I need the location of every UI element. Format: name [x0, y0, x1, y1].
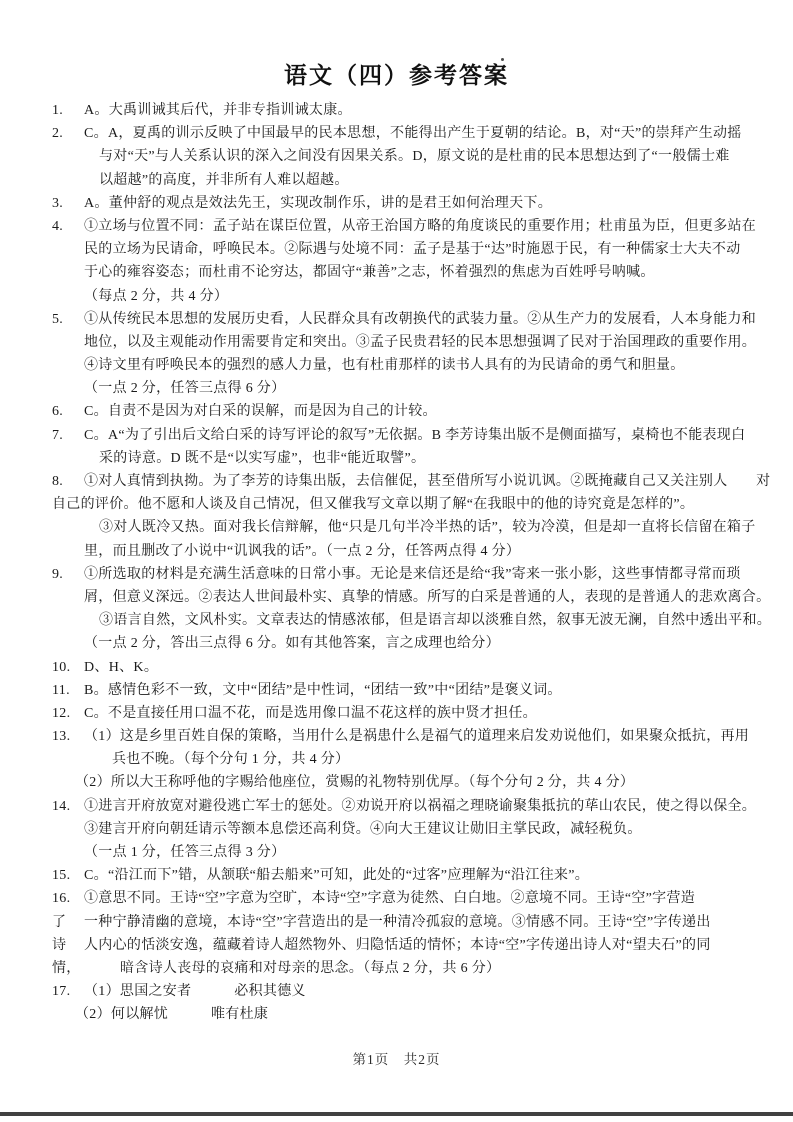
- answer-line: [0, 122, 793, 145]
- answer-line: [0, 771, 793, 794]
- answer-line: [0, 261, 793, 284]
- answer-text: 兵也不晚。（每个分句 1 分，共 4 分）: [112, 752, 350, 768]
- answer-text: （每点 2 分，共 4 分）: [84, 288, 229, 304]
- answer-line: [0, 145, 793, 168]
- answer-text: 与对“天”与人关系认识的深入之间没有因果关系。D，原文说的是杜甫的民本思想达到了“一般儒士难: [99, 149, 730, 165]
- answer-line: [0, 377, 793, 400]
- answer-text: ①意思不同。王诗“空”字意为空旷，本诗“空”字意为徒然、白白地。②意境不同。王诗“空”字营造: [84, 891, 696, 907]
- answer-text: B。感情色彩不一致，文中“团结”是中性词，“团结一致”中“团结”是褒义词。: [84, 682, 562, 698]
- answer-line: [0, 864, 793, 887]
- answer-text: 自己的评价。他不愿和人谈及自己情况，但又催我写文章以期了解“在我眼中的他的诗究竟是怎样的”。: [52, 497, 695, 513]
- answer-line: [0, 795, 793, 818]
- answer-line: [0, 424, 793, 447]
- answer-line: [0, 493, 793, 516]
- page-title: 语文（四）参考答案: [284, 62, 509, 88]
- answer-number: 2.: [52, 126, 64, 142]
- answer-line: [0, 841, 793, 864]
- answer-line: [0, 1003, 793, 1026]
- answer-text: ①进言开府放宽对避役逃亡军士的惩处。②劝说开府以祸福之理晓谕聚集抵抗的荜山农民，使之得以保全。: [84, 798, 757, 814]
- answer-text: 暗含诗人丧母的哀痛和对母亲的思念。（每点 2 分，共 6 分）: [120, 960, 501, 976]
- answer-text: 地位，以及主观能动作用需要肯定和突出。③孟子民贵君轻的民本思想强调了民对于治国理政的重要作用。: [84, 334, 757, 350]
- answer-number: 10.: [52, 659, 71, 675]
- answers-list: [0, 99, 793, 1027]
- answer-text: C。自责不是因为对白采的误解，而是因为自己的计较。: [84, 404, 437, 420]
- answer-text: D、H、K。: [84, 659, 159, 675]
- answer-line: [0, 586, 793, 609]
- bottom-edge-bar: [0, 1112, 793, 1116]
- answer-number: 6.: [52, 404, 64, 420]
- answer-text: （2）何以解忧 唯有杜康: [75, 1007, 269, 1023]
- answer-line: [0, 354, 793, 377]
- answer-number: 13.: [52, 729, 71, 745]
- answer-text: 于心的雍容姿态；而杜甫不论穷达，都固守“兼善”之志，怀着强烈的焦虑为百姓呼号呐喊。: [84, 265, 655, 281]
- answer-text: 人内心的恬淡安逸，蕴藏着诗人超然物外、归隐恬适的情怀；本诗“空”字传递出诗人对“望夫石”的同: [84, 937, 711, 953]
- stray-mark: [501, 58, 504, 61]
- answer-number: 8.: [52, 474, 64, 489]
- answer-text: 一种宁静清幽的意境，本诗“空”字营造出的是一种清冷孤寂的意境。③情感不同。王诗“空”字传递出: [84, 914, 711, 930]
- answer-number: 1.: [52, 103, 64, 118]
- answer-text: （2）所以大王称呼他的字赐给他座位，赏赐的礼物特别优厚。（每个分句 2 分，共 4 分）: [75, 775, 635, 791]
- answer-line: [0, 169, 793, 192]
- answer-line: [0, 632, 793, 655]
- answer-text: C。A“为了引出后文给白采的诗写评论的叙写”无依据。B 李芳诗集出版不是侧面描写，桌椅也不能表现白: [84, 427, 746, 443]
- answer-text: ①从传统民本思想的发展历史看，人民群众具有改朝换代的武装力量。②从生产力的发展看，人本身能力和: [84, 311, 757, 327]
- answer-line: [0, 748, 793, 771]
- answer-line: [0, 516, 793, 539]
- answer-text: ①所选取的材料是充满生活意味的日常小事。无论是来信还是给“我”寄来一张小影，这些事情都寻常而琐: [84, 566, 741, 582]
- answer-line: [0, 980, 793, 1003]
- answer-text: （1）这是乡里百姓自保的策略，当用什么是祸患什么是福气的道理来启发劝说他们，如果聚众抵抗，再用: [84, 729, 750, 745]
- answer-line: [0, 215, 793, 238]
- answer-text: （一点 2 分，答出三点得 6 分。如有其他答案，言之成理也给分）: [84, 636, 500, 652]
- answer-text: （一点 2 分，任答三点得 6 分）: [84, 381, 286, 397]
- answer-line: [0, 308, 793, 331]
- answer-line: [0, 563, 793, 586]
- answer-text: A。董仲舒的观点是效法先王，实现改制作乐，讲的是君王如何治理天下。: [84, 195, 553, 211]
- answer-line: [0, 285, 793, 308]
- answer-text: 里，而且删改了小说中“讥讽我的话”。（一点 2 分，任答两点得 4 分）: [84, 543, 521, 559]
- answer-number: 7.: [52, 427, 64, 443]
- answer-line: [0, 957, 793, 980]
- answer-text: ③对人既冷又热。面对我长信辩解，他“只是几句半冷半热的话”，较为冷漠，但是却一直将长信留在箱子: [99, 520, 756, 536]
- answer-line: [0, 609, 793, 632]
- answer-line: [0, 192, 793, 215]
- answer-text: 屑，但意义深远。②表达人世间最朴实、真挚的情感。所写的白采是普通的人，表现的是普通人的悲欢离合。: [84, 589, 771, 605]
- answer-number: 9.: [52, 566, 64, 582]
- answer-line: [0, 887, 793, 910]
- answer-line: [0, 934, 793, 957]
- answer-line: [0, 238, 793, 261]
- answer-number: 4.: [52, 218, 64, 234]
- answer-line: [0, 540, 793, 563]
- answer-text: C。“沿江而下”错，从颔联“船去船来”可知，此处的“过客”应理解为“沿江往来”。: [84, 868, 590, 884]
- answer-text: ①立场与位置不同：孟子站在谋臣位置，从帝王治国方略的角度谈民的重要作用；杜甫虽为臣，但更多站在: [84, 218, 757, 234]
- answer-line: [0, 447, 793, 470]
- answer-line: [0, 470, 793, 493]
- answer-number: 16.: [52, 891, 71, 907]
- answer-text: A。大禹训诫其后代，并非专指训诫太康。: [84, 103, 352, 118]
- answer-text: 采的诗意。D 既不是“以实写虚”，也非“能近取譬”。: [99, 450, 426, 466]
- answer-line: [0, 679, 793, 702]
- answer-text: （一点 1 分，任答三点得 3 分）: [84, 845, 286, 860]
- answer-text: ④诗文里有呼唤民本的强烈的感人力量，也有杜甫那样的读书人具有的为民请命的勇气和胆量。: [84, 358, 685, 374]
- answer-number: 情，: [52, 960, 81, 976]
- answer-number: 5.: [52, 311, 64, 327]
- answer-number: 15.: [52, 868, 71, 884]
- answer-text: C。不是直接任用口温不花，而是选用像口温不花这样的族中贤才担任。: [84, 705, 537, 721]
- answer-line: [0, 331, 793, 354]
- answer-number: 11.: [52, 682, 70, 698]
- answer-line: [0, 656, 793, 679]
- answer-line: [0, 400, 793, 423]
- answer-number: 诗: [52, 937, 67, 953]
- answer-text: 以超越”的高度，并非所有人难以超越。: [99, 172, 349, 188]
- answer-text: （1）思国之安者 必积其德义: [84, 984, 306, 1000]
- answer-number: 3.: [52, 195, 64, 211]
- answer-text: ③建言开府向朝廷请示等额本息偿还高利贷。④向大王建议让勋旧主掌民政，减轻税负。: [84, 821, 642, 837]
- answer-number: 17.: [52, 984, 71, 1000]
- answer-text: ③语言自然，文风朴实。文章表达的情感浓郁，但是语言却以淡雅自然，叙事无波无澜，自然中透出平和。: [99, 613, 772, 629]
- answer-line: [0, 702, 793, 725]
- answer-text: C。A，夏禹的训示反映了中国最早的民本思想，不能得出产生于夏朝的结论。B，对“天”的崇拜产生动摇: [84, 126, 742, 142]
- answer-number: 14.: [52, 798, 71, 814]
- answer-line: [0, 818, 793, 841]
- answer-line: [0, 99, 793, 122]
- page-footer: 第1页 共2页: [352, 1052, 441, 1067]
- answer-number: 了: [52, 914, 67, 930]
- answer-line: [0, 911, 793, 934]
- answer-number: 12.: [52, 705, 71, 721]
- answer-text: ①对人真情到执拗。为了李芳的诗集出版，去信催促，甚至借所写小说讥讽。②既掩藏自己又关注别人 对: [84, 474, 771, 489]
- answer-text: 民的立场为民请命，呼唤民本。②际遇与处境不同：孟子是基于“达”时施恩于民，有一种儒家士大夫不动: [84, 242, 741, 258]
- answer-line: [0, 725, 793, 748]
